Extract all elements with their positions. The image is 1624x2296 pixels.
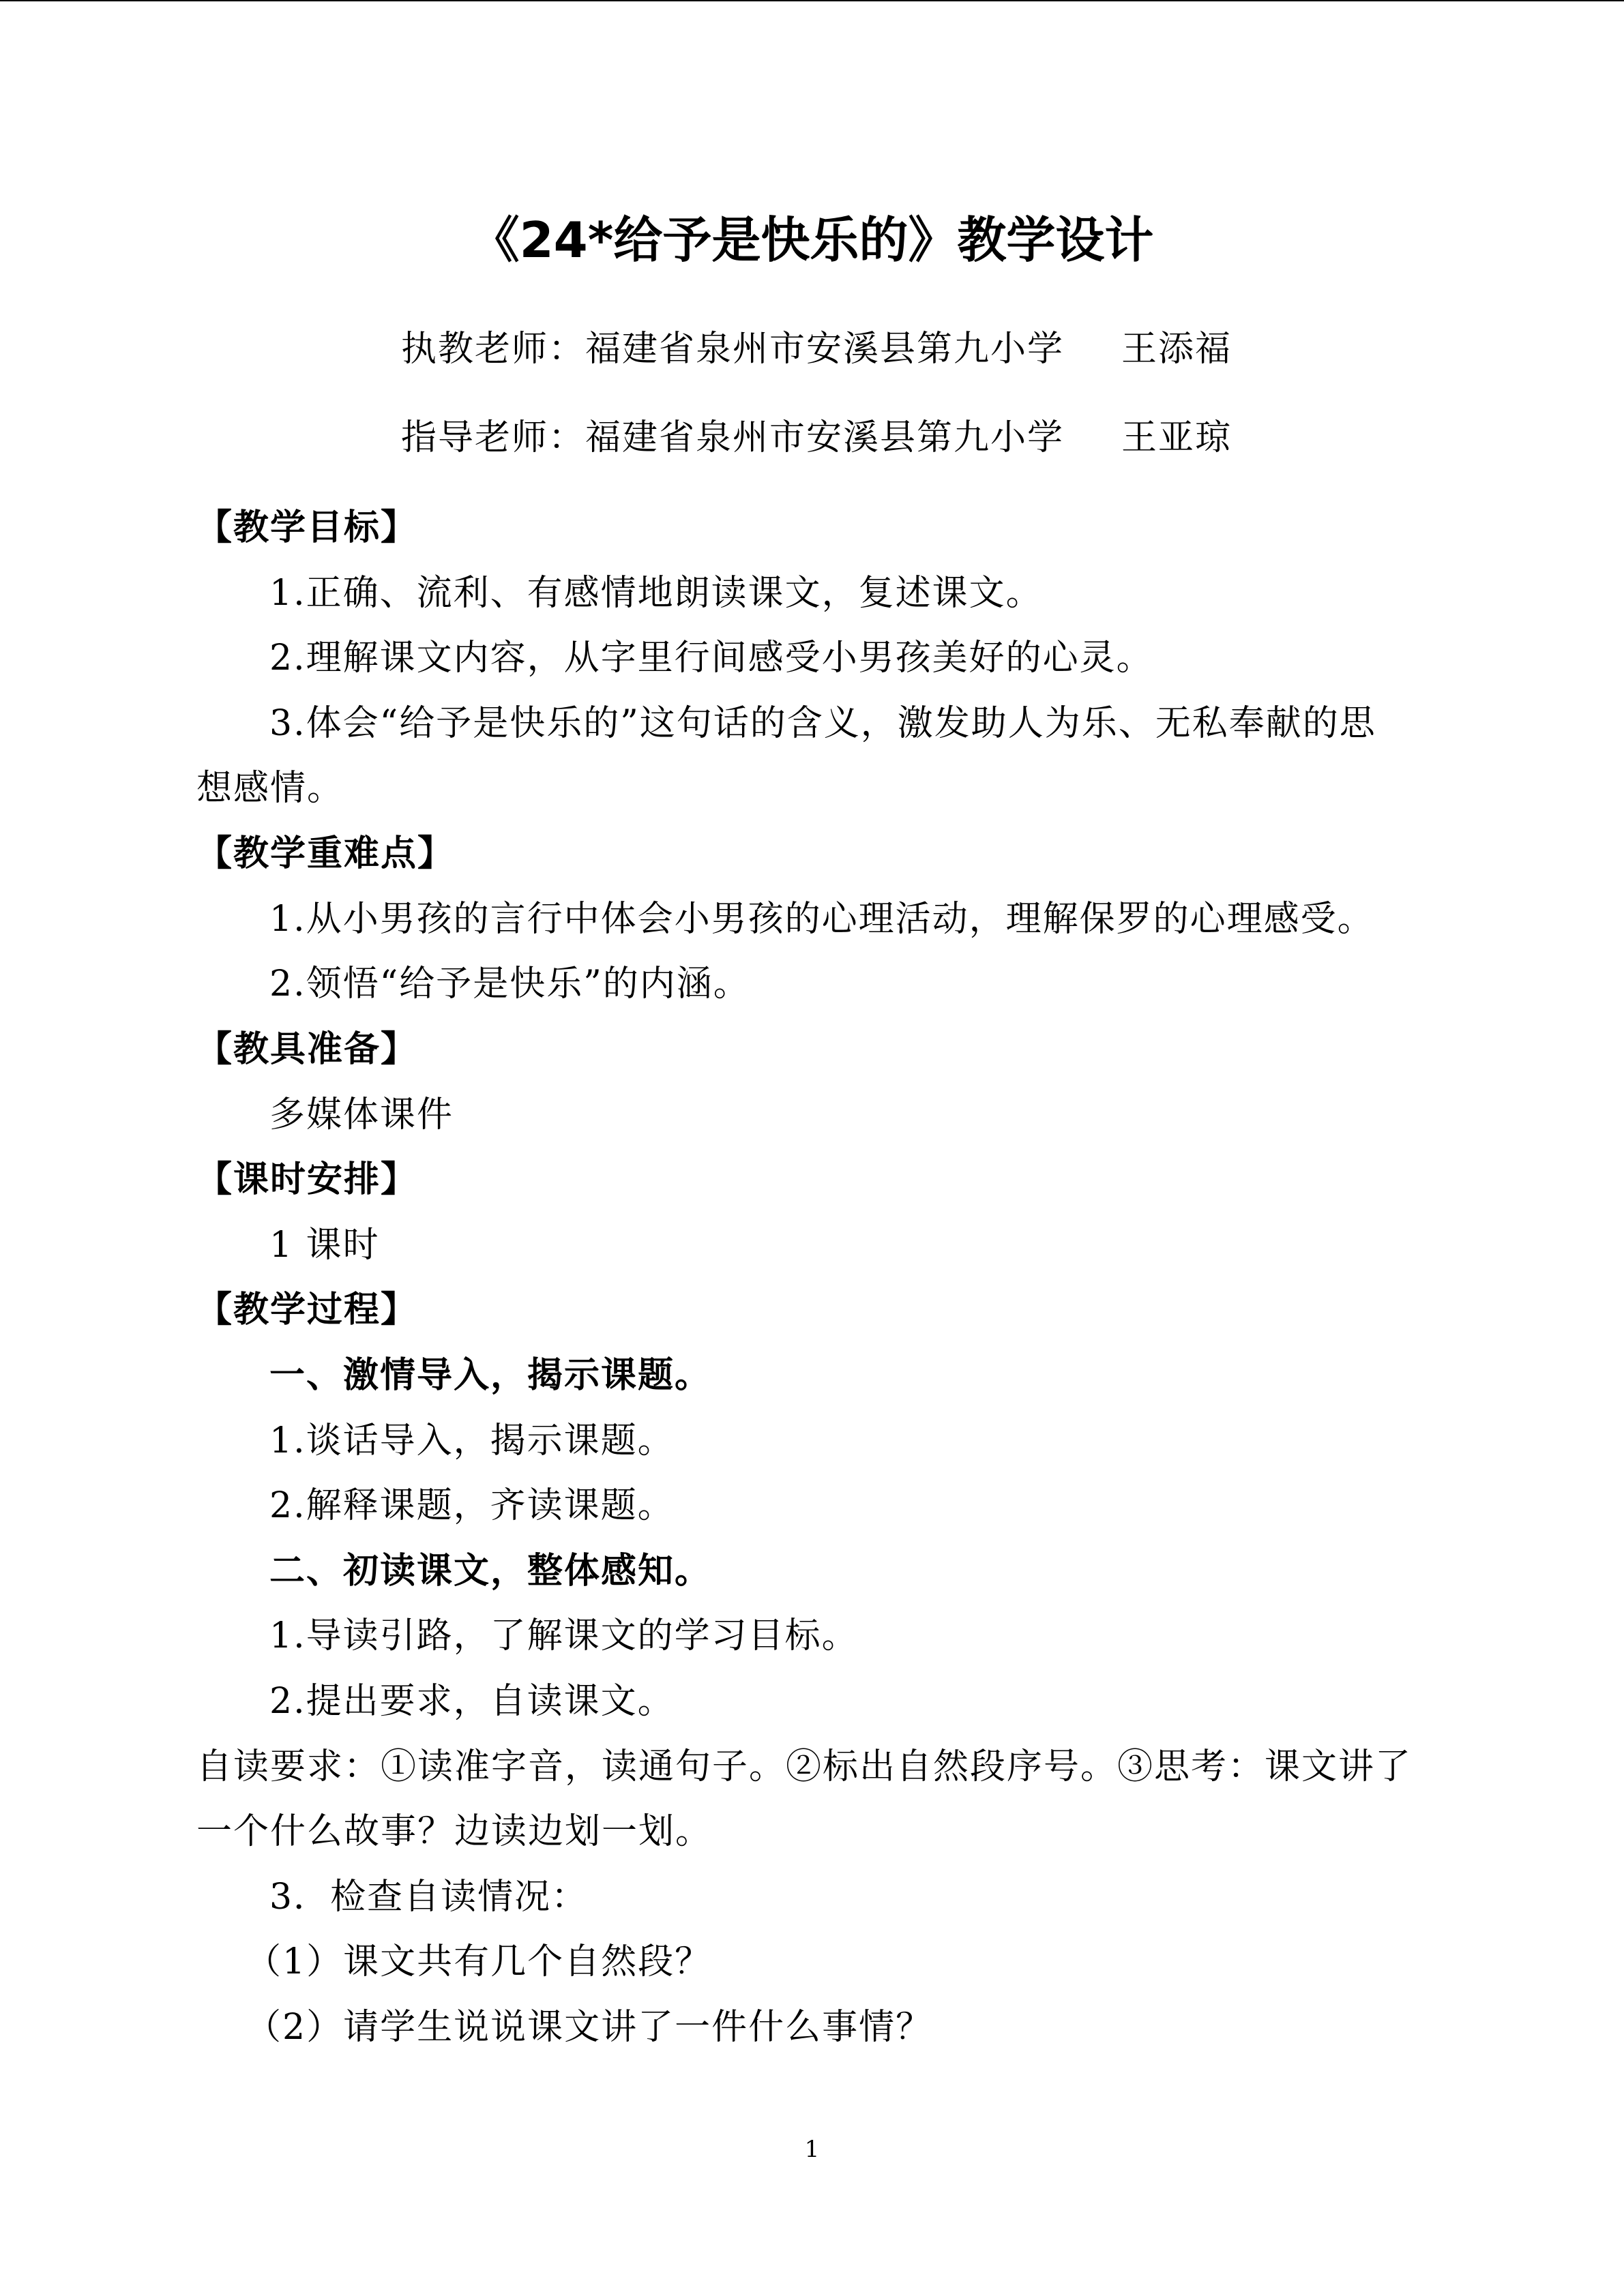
check-item: （2）请学生说说课文讲了一件什么事情？ (246, 2007, 933, 2048)
teacher-line-executing (401, 327, 1232, 371)
teacher-name: 王亚琼 (1121, 417, 1232, 458)
schedule-text: 1 课时 (269, 1225, 380, 1266)
key-point-item: 2.领悟“给予是快乐”的内涵。 (269, 964, 750, 1004)
reading-requirements-continuation: 一个什么故事？边读边划一划。 (196, 1811, 713, 1852)
teacher-name: 王添福 (1121, 329, 1232, 370)
section-heading-materials: 【教具准备】 (196, 1029, 418, 1070)
section-heading-key-points: 【教学重难点】 (196, 833, 455, 874)
teacher-line-advisor (401, 416, 1232, 460)
reading-requirements: 自读要求：①读准字音，读通句子。②标出自然段序号。③思考：课文讲了 (196, 1746, 1413, 1787)
goal-item: 3.体会“给予是快乐的”这句话的含义，激发助人为乐、无私奉献的思 (269, 703, 1376, 744)
check-title: 3．检查自读情况： (269, 1877, 589, 1918)
key-point-item: 1.从小男孩的言行中体会小男孩的心理活动，理解保罗的心理感受。 (269, 899, 1374, 940)
process-section-title: 二、初读课文，整体感知。 (269, 1551, 712, 1592)
teacher-role: 指导老师：福建省泉州市安溪县第九小学 (401, 417, 1065, 458)
process-step: 2.解释课题，齐读课题。 (269, 1485, 675, 1526)
process-step: 1.导读引路，了解课文的学习目标。 (269, 1615, 859, 1656)
goal-item: 2.理解课文内容，从字里行间感受小男孩美好的心灵。 (269, 638, 1153, 679)
process-section-title: 一、激情导入，揭示课题。 (269, 1355, 712, 1396)
process-step: 1.谈话导入，揭示课题。 (269, 1420, 675, 1461)
teacher-role: 执教老师：福建省泉州市安溪县第九小学 (401, 329, 1065, 370)
goal-item: 1.正确、流利、有感情地朗读课文，复述课文。 (269, 573, 1043, 614)
section-heading-goals: 【教学目标】 (196, 507, 418, 548)
page-number: 1 (804, 2136, 820, 2163)
goal-item-continuation: 想感情。 (196, 768, 344, 809)
process-step: 2.提出要求，自读课文。 (269, 1681, 675, 1722)
document-title: 《24*给予是快乐的》教学设计 (470, 211, 1154, 269)
check-item: （1）课文共有几个自然段？ (246, 1941, 712, 1982)
section-heading-schedule: 【课时安排】 (196, 1159, 418, 1200)
section-heading-process: 【教学过程】 (196, 1289, 418, 1330)
materials-text: 多媒体课件 (269, 1094, 454, 1135)
